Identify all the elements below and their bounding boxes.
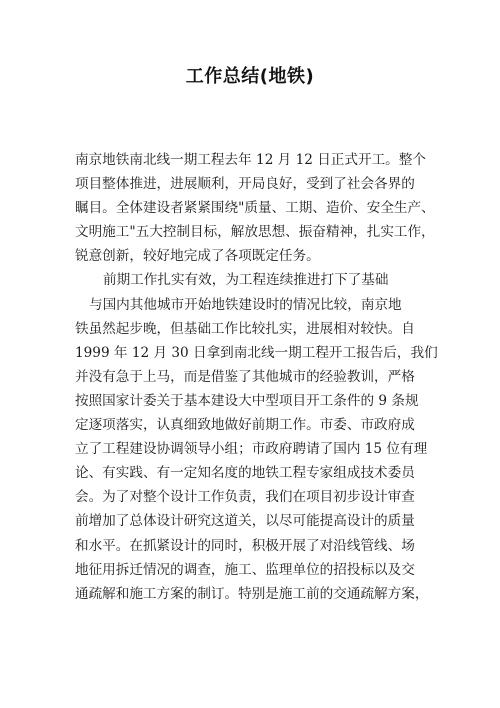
paragraph-line: 文明施工"五大控制目标，解放思想、振奋精神，扎实工作， <box>75 224 435 241</box>
paragraph-line: 瞩目。全体建设者紧紧围绕"质量、工期、造价、安全生产、 <box>75 200 435 217</box>
paragraph-line: 按照国家计委关于基本建设大中型项目开工条件的 9 条规 <box>75 392 419 409</box>
paragraph-line: 南京地铁南北线一期工程去年 12 月 12 日正式开工。整个 <box>75 152 426 168</box>
paragraph-line: 会。为了对整个设计工作负责，我们在项目初步设计审查 <box>75 489 415 506</box>
paragraph-line: 地征用拆迁情况的调查，施工、监理单位的招投标以及交 <box>75 561 415 578</box>
paragraph-line: 前增加了总体设计研究这道关，以尽可能提高设计的质量 <box>75 513 415 530</box>
paragraph-line: 立了工程建设协调领导小组；市政府聘请了国内 15 位有理 <box>75 441 428 458</box>
paragraph-line: 定逐项落实，认真细致地做好前期工作。市委、市政府成 <box>75 417 415 434</box>
paragraph-line: 锐意创新，较好地完成了各项既定任务。 <box>75 248 320 265</box>
paragraph-line: 并没有急于上马，而是借鉴了其他城市的经验教训，严格 <box>75 368 415 385</box>
document-body <box>75 148 438 606</box>
paragraph-line: 项目整体推进，进展顺利，开局良好，受到了社会各界的 <box>75 176 415 193</box>
paragraph-line: 论、有实践、有一定知名度的地铁工程专家组成技术委员 <box>75 465 415 482</box>
paragraph-line: 1999 年 12 月 30 日拿到南北线一期工程开工报告后，我们 <box>75 344 438 361</box>
paragraph-line: 通疏解和施工方案的制订。特别是施工前的交通疏解方案， <box>75 585 429 602</box>
paragraph-line: 和水平。在抓紧设计的同时，积极开展了对沿线管线、场 <box>75 537 415 554</box>
document-title: 工作总结(地铁) <box>185 66 315 87</box>
paragraph-line: 与国内其他城市开始地铁建设时的情况比较，南京地 <box>89 296 402 313</box>
paragraph-line: 铁虽然起步晚，但基础工作比较扎实，进展相对较快。自 <box>75 320 415 337</box>
section-heading: 前期工作扎实有效，为工程连续推进打下了基础 <box>103 272 389 289</box>
